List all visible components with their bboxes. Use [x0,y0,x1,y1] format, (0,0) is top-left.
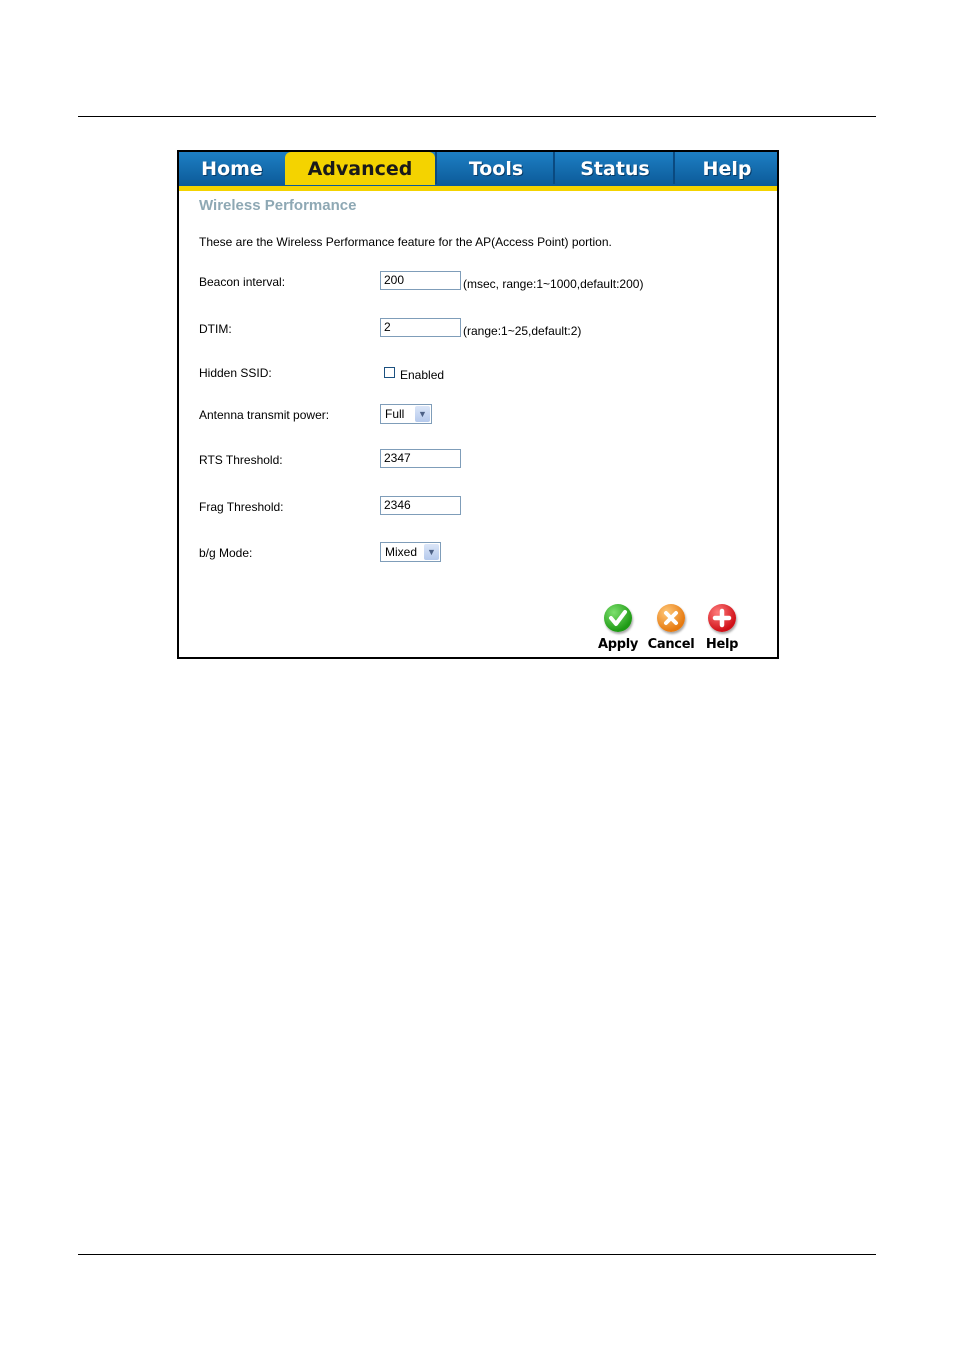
beacon-interval-label: Beacon interval: [199,275,286,289]
check-icon [604,604,632,632]
apply-button[interactable] [593,604,643,652]
help-label: Help [705,637,739,652]
hidden-ssid-checkbox[interactable] [384,367,395,378]
page-top-rule [78,116,876,117]
plus-icon [708,604,736,632]
page-bottom-rule [78,1254,876,1255]
page-description: These are the Wireless Performance feature for the AP(Access Point) portion. [199,235,612,249]
hidden-ssid-label: Hidden SSID: [199,366,272,380]
tab-advanced[interactable]: Advanced [285,152,435,185]
x-icon [657,604,685,632]
rts-threshold-input[interactable]: 2347 [380,449,461,468]
antenna-power-value: Full [385,407,405,421]
bg-mode-label: b/g Mode: [199,546,253,560]
help-button[interactable] [697,604,747,652]
cancel-label: Cancel [647,637,695,652]
tab-status[interactable]: Status [553,152,675,184]
hidden-ssid-checkbox-label: Enabled [400,368,445,382]
tab-home[interactable]: Home [201,158,263,180]
frag-threshold-input[interactable]: 2346 [380,496,461,515]
frag-threshold-label: Frag Threshold: [199,500,284,514]
dtim-hint: (range:1~25,default:2) [463,324,582,338]
apply-label: Apply [597,637,639,652]
page-title: Wireless Performance [199,197,357,214]
dtim-input[interactable]: 2 [380,318,461,337]
beacon-interval-hint: (msec, range:1~1000,default:200) [463,277,644,291]
nav-tab-bar [179,152,777,191]
dtim-label: DTIM: [199,322,232,336]
tab-tools[interactable]: Tools [435,152,555,184]
antenna-power-select[interactable] [380,404,432,424]
rts-threshold-label: RTS Threshold: [199,453,283,467]
bg-mode-select[interactable] [380,542,441,562]
chevron-down-icon[interactable]: ▼ [415,406,430,422]
antenna-power-label: Antenna transmit power: [199,408,330,422]
cancel-button[interactable] [646,604,696,652]
beacon-interval-input[interactable]: 200 [380,271,461,290]
chevron-down-icon[interactable]: ▼ [424,544,439,560]
tab-help[interactable]: Help [673,152,779,184]
bg-mode-value: Mixed [385,545,418,559]
router-config-panel [177,150,779,659]
